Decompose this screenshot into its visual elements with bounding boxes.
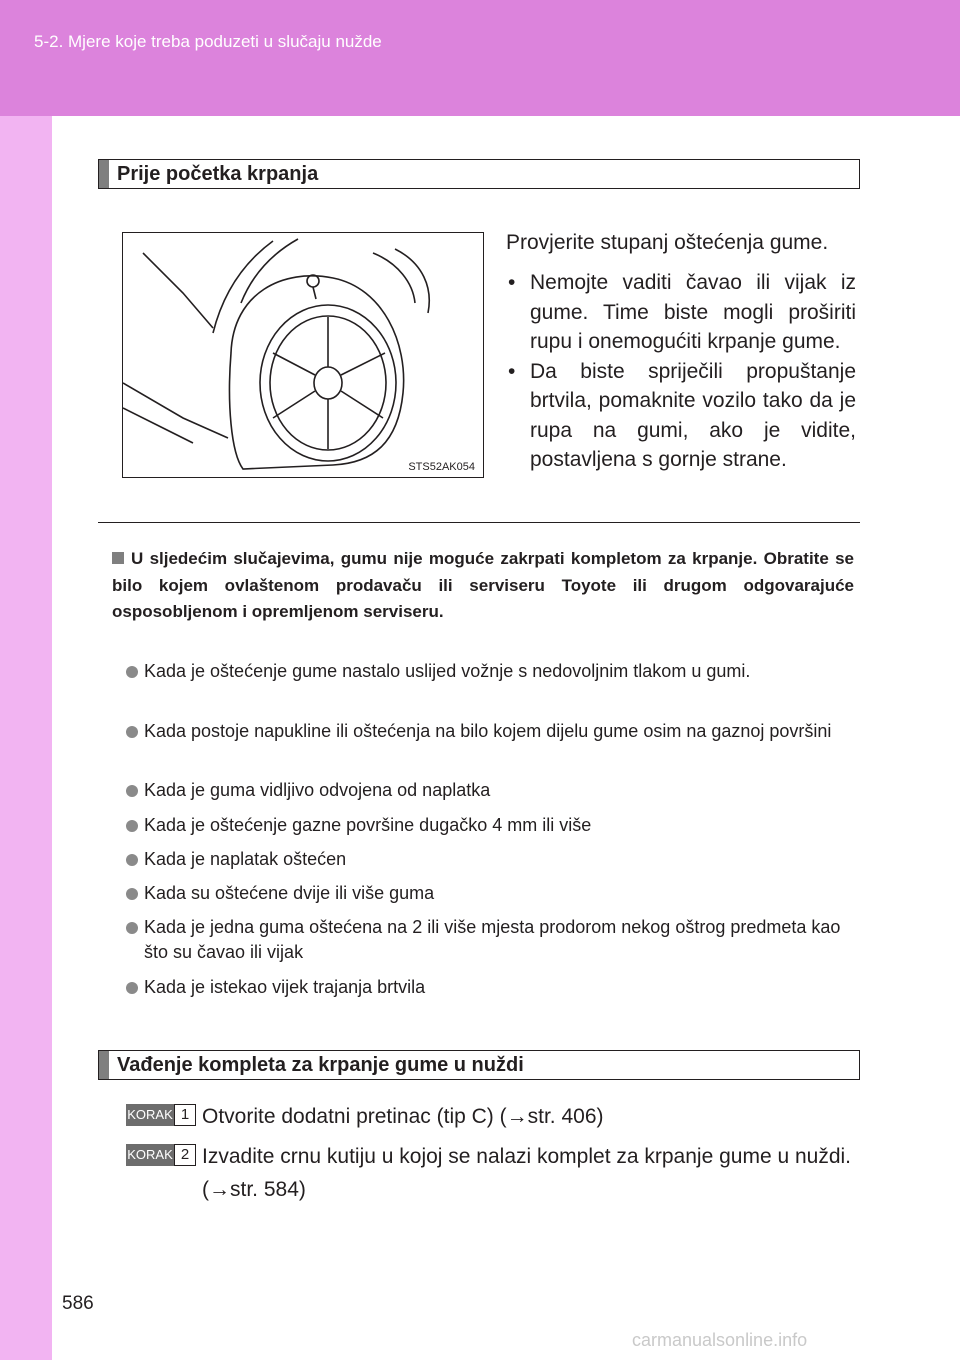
tire-drawing xyxy=(123,233,483,477)
list-item xyxy=(126,778,860,803)
check-damage-text: Provjerite stupanj oštećenja gume. xyxy=(506,231,829,254)
list-item xyxy=(126,719,860,744)
section-title: Vađenje kompleta za krpanje gume u nuždi xyxy=(117,1054,524,1076)
section-breadcrumb: 5-2. Mjere koje treba poduzeti u slučaju nužde xyxy=(34,32,382,51)
bullet-dot-icon xyxy=(126,820,138,832)
bullet-dot-icon xyxy=(126,982,138,994)
step-text: Otvorite dodatni pretinac (tip C) (→str. 406) xyxy=(202,1105,604,1128)
step-label: KORAK xyxy=(126,1104,174,1126)
step-text: Izvadite crnu kutiju u kojoj se nalazi komplet za krpanje gume u nuždi. (→str. 584) xyxy=(202,1145,852,1201)
page-number: 586 xyxy=(62,1293,94,1314)
list-item-text: Kada je oštećenje gume nastalo uslijed vožnje s nedovoljnim tlakom u gumi. xyxy=(144,661,751,681)
list-item xyxy=(126,975,860,1000)
list-item-text: Kada je jedna guma oštećena na 2 ili više mjesta prodorom nekog oštrog predmeta kao što su čavao ili vijak xyxy=(144,917,841,962)
list-item-text: Kada postoje napukline ili oštećenja na bilo kojem dijelu gume osim na gaznoj površini xyxy=(144,721,832,741)
step-badge xyxy=(126,1144,194,1166)
bullet-dot-icon xyxy=(126,785,138,797)
section-heading-remove-kit xyxy=(98,1050,860,1080)
list-item xyxy=(126,847,860,872)
list-item xyxy=(126,659,860,684)
side-color-strip xyxy=(0,0,52,1360)
tip-list xyxy=(506,268,856,475)
watermark: carmanualsonline.info xyxy=(632,1330,808,1350)
bullet-dot-icon xyxy=(126,726,138,738)
step-label: KORAK xyxy=(126,1144,174,1166)
list-item-text: Kada je guma vidljivo odvojena od naplatka xyxy=(144,780,491,800)
conditions-heading xyxy=(112,546,854,626)
list-item-text: Kada je istekao vijek trajanja brtvila xyxy=(144,977,426,997)
conditions-heading-text: U sljedećim slučajevima, gumu nije moguće zakrpati kompletom za krpanje. Obratite se bilo kojem ovlaštenom prodavaču ili serviseru Toyote ili drugom odgovarajuće osposobljenom i opremljenom serviseru. xyxy=(112,549,854,621)
heading-accent-bar xyxy=(99,160,109,188)
bullet-dot-icon xyxy=(126,854,138,866)
page-header xyxy=(0,0,960,116)
flat-tire-illustration xyxy=(122,232,484,478)
list-item: • Da biste spriječili propuštanje brtvila, pomaknite vozilo tako da je rupa na gumi, ako je vidite, postavljena s gornje strane. xyxy=(506,357,856,475)
step-badge xyxy=(126,1104,194,1126)
divider xyxy=(98,522,860,523)
figure-code: STS52AK054 xyxy=(408,461,475,473)
bullet-dot-icon xyxy=(126,666,138,678)
bullet-dot-icon xyxy=(126,922,138,934)
heading-accent-bar xyxy=(99,1051,109,1079)
list-item xyxy=(126,881,860,906)
list-item-text: Kada je naplatak oštećen xyxy=(144,849,347,869)
list-item xyxy=(126,915,860,965)
section-title: Prije početka krpanja xyxy=(117,163,319,185)
list-item: • Nemojte vaditi čavao ili vijak iz gume. Time biste mogli proširiti rupu i onemogućiti krpanje gume. xyxy=(506,268,856,357)
section-heading-before-repair xyxy=(98,159,860,189)
list-item-text: Kada su oštećene dvije ili više guma xyxy=(144,883,435,903)
square-bullet-icon xyxy=(112,552,124,564)
bullet-dot-icon xyxy=(126,888,138,900)
step-number: 2 xyxy=(174,1144,196,1166)
list-item-text: Kada je oštećenje gazne površine dugačko 4 mm ili više xyxy=(144,815,592,835)
list-item xyxy=(126,813,860,838)
step-number: 1 xyxy=(174,1104,196,1126)
